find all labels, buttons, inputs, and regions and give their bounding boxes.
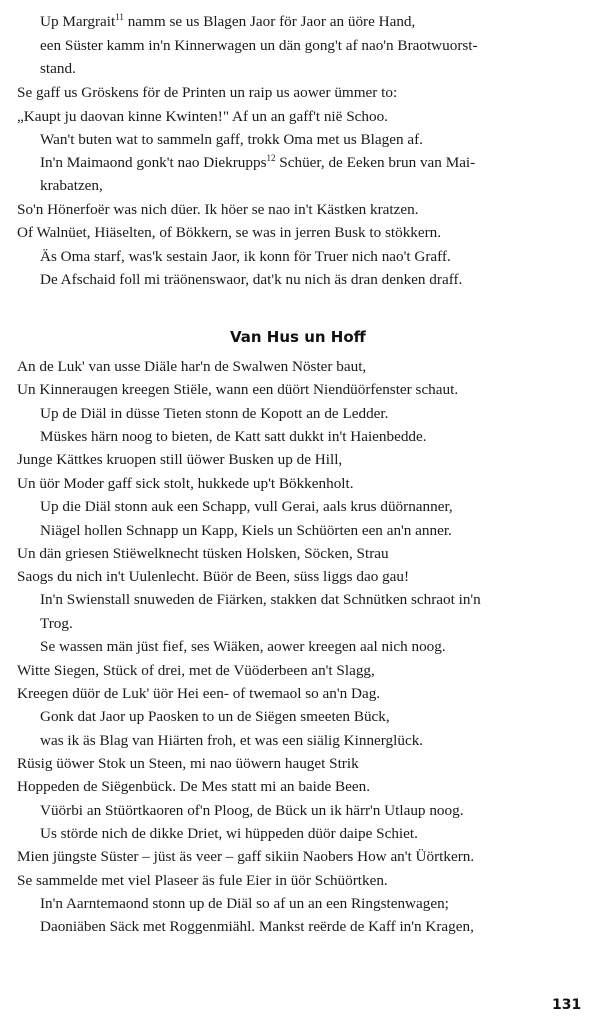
poem-line: Junge Kättkes kruopen still üöwer Busken up de Hill,: [17, 451, 343, 468]
poem-line: stand.: [40, 60, 76, 77]
poem-line: Müskes härn noog to bieten, de Katt satt dukkt in't Haienbedde.: [40, 428, 427, 445]
poem-line: krabatzen,: [40, 177, 103, 194]
poem-line: Mien jüngste Süster – jüst äs veer – gaff sikiin Naobers How an't Üörtkern.: [17, 848, 475, 865]
poem-line: In'n Aarntemaond stonn up de Diäl so af un an een Ringstenwagen;: [40, 895, 449, 912]
poem-line: Hoppeden de Siëgenbück. De Mes statt mi an baide Been.: [17, 778, 371, 795]
poem-line: Saogs du nich in't Uulenlecht. Büör de Been, süss liggs dao gau!: [17, 568, 410, 585]
poem-line: Trog.: [40, 615, 73, 632]
poem-line: Rüsig üöwer Stok un Steen, mi nao üöwern hauget Strik: [17, 755, 359, 772]
poem-line: De Afschaid foll mi träönenswaor, dat'k nu nich äs dran denken draff.: [40, 271, 463, 288]
poem-line: Un Kinneraugen kreegen Stiële, wann een düört Niendüörfenster schaut.: [17, 381, 459, 398]
poem-line: was ik äs Blag van Hiärten froh, et was een siälig Kinnerglück.: [40, 732, 424, 749]
poem-line: Se wassen män jüst fief, ses Wiäken, aower kreegen aal nich noog.: [40, 638, 446, 655]
poem-line: Vüörbi an Stüörtkaoren of'n Ploog, de Bück un ik härr'n Utlaup noog.: [40, 802, 464, 819]
footnote-marker: 12: [266, 152, 276, 163]
poem-line: Daoniäben Säck met Roggenmiähl. Mankst reërde de Kaff in'n Kragen,: [40, 918, 474, 935]
poem-line: An de Luk' van usse Diäle har'n de Swalwen Nöster baut,: [17, 358, 367, 375]
poem-line: Äs Oma starf, was'k sestain Jaor, ik konn för Truer nich nao't Graff.: [40, 248, 451, 265]
poem-line: Wan't buten wat to sammeln gaff, trokk Oma met us Blagen af.: [40, 131, 423, 148]
poem-title: Van Hus un Hoff: [230, 328, 366, 346]
poem-line: In'n Maimaond gonk't nao Diekrupps$^{12}$ Schüer, de Eeken brun van Mai-: [40, 152, 476, 171]
poem-line: Gonk dat Jaor up Paosken to un de Siëgen smeeten Bück,: [40, 708, 390, 725]
poem-line: Un dän griesen Stiëwelknecht tüsken Holsken, Söcken, Strau: [17, 545, 389, 562]
poem-line: So'n Hönerfoër was nich düer. Ik höer se nao in't Kästken kratzen.: [17, 201, 419, 218]
poem-line: In'n Swienstall snuweden de Fiärken, stakken dat Schnütken schraot in'n: [40, 591, 481, 608]
page-number: 131: [552, 997, 582, 1013]
poem-line: Us störde nich de dikke Driet, wi hüppeden düör daipe Schiet.: [40, 825, 418, 842]
poem-line: Up de Diäl in düsse Tieten stonn de Kopott an de Ledder.: [40, 405, 389, 422]
poem-line: Niägel hollen Schnapp un Kapp, Kiels un Schüörten een an'n anner.: [40, 522, 452, 539]
poem-line: Up Margrait$^{11}$ namm se us Blagen Jaor för Jaor an üöre Hand,: [40, 11, 416, 30]
poem-line: Of Walnüet, Hiäselten, of Bökkern, se was in jerren Busk to stökkern.: [17, 224, 442, 241]
poem-line: Up die Diäl stonn auk een Schapp, vull Gerai, aals krus düörnanner,: [40, 498, 453, 515]
footnote-marker: 11: [115, 11, 124, 22]
poem-line: een Süster kamm in'n Kinnerwagen un dän gong't af nao'n Braotwuorst-: [40, 37, 478, 54]
poem-line: Un üör Moder gaff sick stolt, hukkede up't Bökkenholt.: [17, 475, 354, 492]
poem-line: Witte Siegen, Stück of drei, met de Vüöderbeen an't Slagg,: [17, 662, 375, 679]
poem-line: Kreegen düör de Luk' üör Hei een- of twemaol so an'n Dag.: [17, 685, 381, 702]
poem-line: Se gaff us Gröskens för de Printen un raip us aower ümmer to:: [17, 84, 398, 101]
poem-line: „Kaupt ju daovan kinne Kwinten!" Af un an gaff't nië Schoo.: [17, 108, 388, 125]
poem-line: Se sammelde met viel Plaseer äs fule Eier in üör Schüörtken.: [17, 872, 388, 889]
